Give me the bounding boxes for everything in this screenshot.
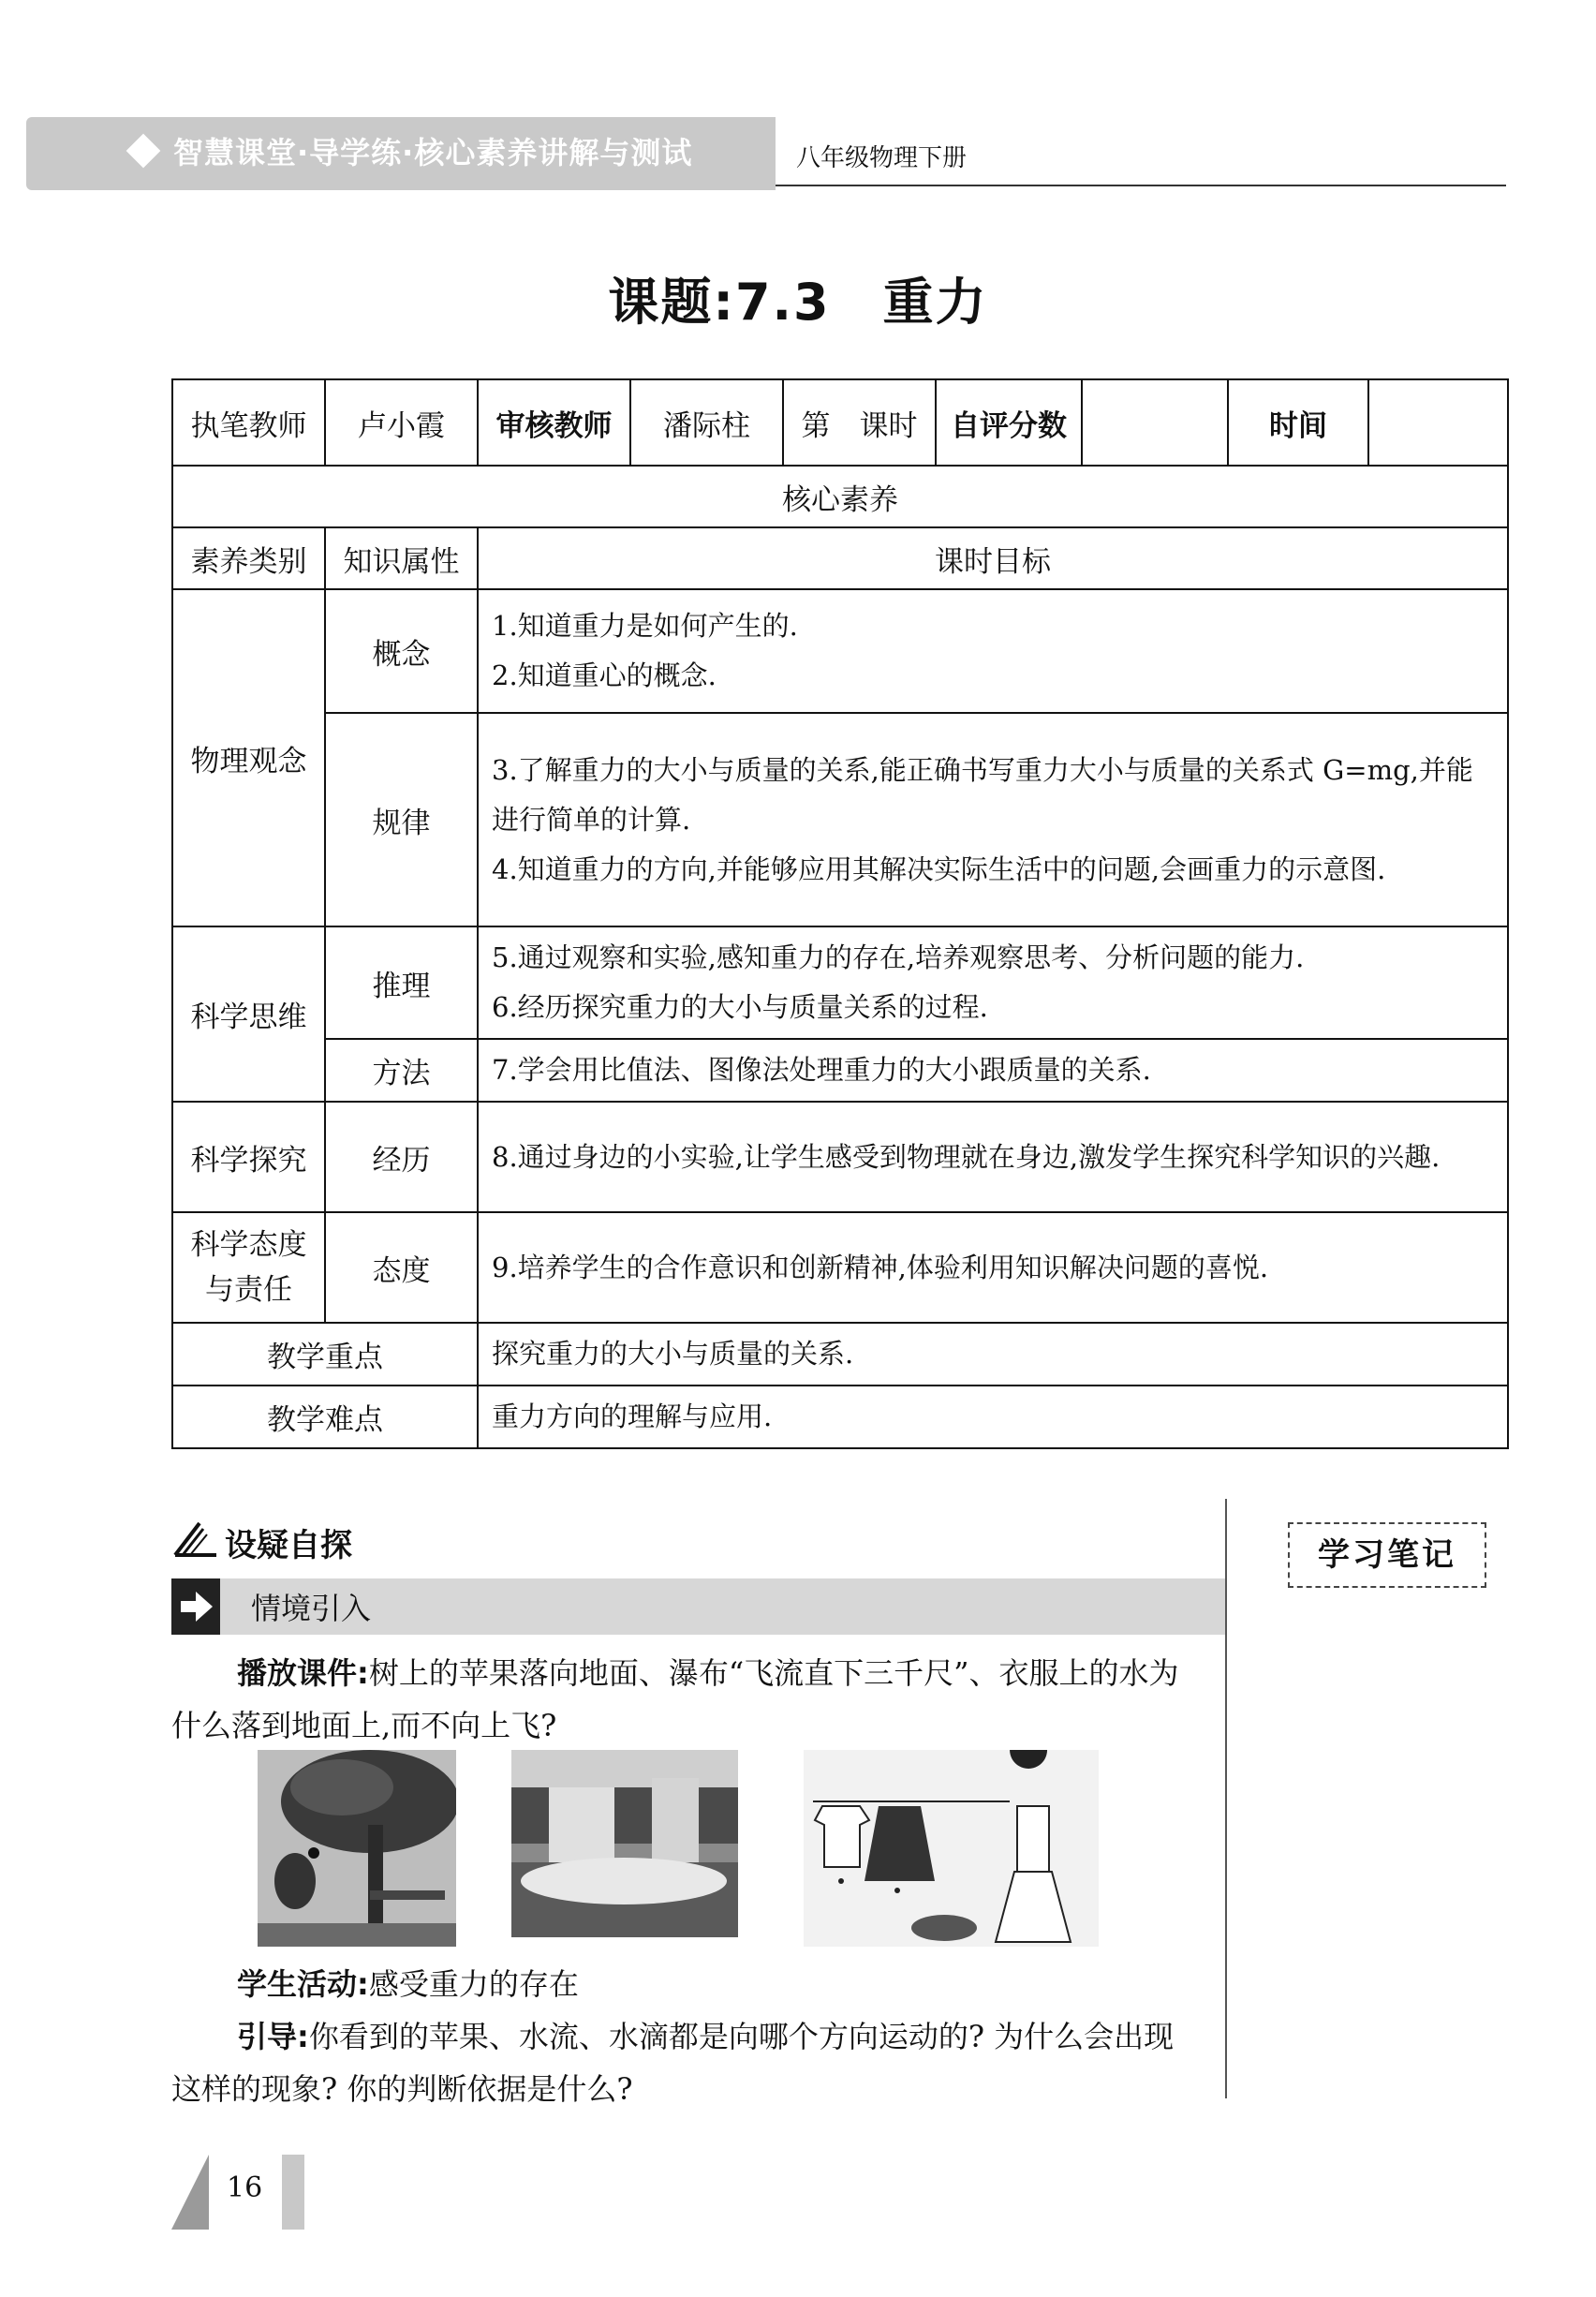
subsection-title: 情境引入 <box>251 1591 372 1626</box>
guide-label: 引导: <box>237 2019 309 2054</box>
notes-divider <box>1225 1499 1227 2098</box>
goal-4: 4.知道重力的方向,并能够应用其解决实际生活中的问题,会画重力的示意图. <box>492 852 1386 885</box>
reviewer-value: 潘际柱 <box>630 379 783 466</box>
header-divider <box>776 185 1506 186</box>
pencil-triangle-icon <box>171 1518 220 1561</box>
paragraph-guide <box>171 2010 1202 2115</box>
time-label: 时间 <box>1228 379 1368 466</box>
goal-9: 9.培养学生的合作意识和创新精神,体验利用知识解决问题的喜悦. <box>478 1212 1508 1323</box>
guide-text: 你看到的苹果、水流、水滴都是向哪个方向运动的? 为什么会出现这样的现象? 你的判断依据是什么? <box>171 2019 1175 2107</box>
attribute-law: 规律 <box>325 713 478 926</box>
key-point-label: 教学重点 <box>172 1323 478 1386</box>
difficulty-text: 重力方向的理解与应用. <box>478 1386 1508 1448</box>
key-point-text: 探究重力的大小与质量的关系. <box>478 1323 1508 1386</box>
column-goal: 课时目标 <box>478 527 1508 589</box>
goal-2: 2.知道重心的概念. <box>492 659 717 691</box>
period-label: 第 课时 <box>783 379 936 466</box>
attribute-reasoning: 推理 <box>325 926 478 1039</box>
column-attribute: 知识属性 <box>325 527 478 589</box>
core-literacy-heading: 核心素养 <box>172 466 1508 527</box>
category-physics: 物理观念 <box>172 589 325 926</box>
waterfall-photo <box>511 1750 738 1937</box>
author-value: 卢小霞 <box>325 379 478 466</box>
reviewer-label: 审核教师 <box>478 379 630 466</box>
lesson-title: 课题:7.3 重力 <box>608 273 988 332</box>
goal-7: 7.学会用比值法、图像法处理重力的大小跟质量的关系. <box>478 1039 1508 1102</box>
arrow-right-icon <box>171 1578 220 1635</box>
goal-1: 1.知道重力是如何产生的. <box>492 610 798 642</box>
category-attitude: 科学态度与责任 <box>172 1212 325 1323</box>
goal-cell-concept <box>478 589 1508 713</box>
apple-tree-photo <box>258 1750 456 1947</box>
self-score-label: 自评分数 <box>936 379 1082 466</box>
paragraph-student-activity <box>171 1958 1202 2010</box>
goal-8: 8.通过身边的小实验,让学生感受到物理就在身边,激发学生探究科学知识的兴趣. <box>478 1102 1508 1212</box>
paragraph-courseware <box>171 1647 1202 1752</box>
goal-6: 6.经历探究重力的大小与质量关系的过程. <box>492 991 988 1023</box>
series-title: 智慧课堂·导学练·核心素养讲解与测试 <box>173 135 693 170</box>
study-notes-label: 学习笔记 <box>1288 1522 1486 1588</box>
goal-cell-reasoning <box>478 926 1508 1039</box>
category-thinking: 科学思维 <box>172 926 325 1102</box>
student-activity-text: 感受重力的存在 <box>368 1966 579 2002</box>
student-activity-label: 学生活动: <box>237 1966 369 2002</box>
time-value <box>1368 379 1508 466</box>
column-category: 素养类别 <box>172 527 325 589</box>
attribute-experience: 经历 <box>325 1102 478 1212</box>
courseware-text: 树上的苹果落向地面、瀑布“飞流直下三千尺”、衣服上的水为什么落到地面上,而不向上飞? <box>171 1655 1179 1743</box>
laundry-photo <box>804 1750 1099 1947</box>
lesson-goals-table <box>171 378 1509 1449</box>
self-score-value <box>1082 379 1228 466</box>
grade-label: 八年级物理下册 <box>796 144 968 172</box>
courseware-label: 播放课件: <box>237 1655 369 1691</box>
difficulty-label: 教学难点 <box>172 1386 478 1448</box>
page-number: 16 <box>227 2171 263 2204</box>
section-title: 设疑自探 <box>225 1527 352 1564</box>
author-label: 执笔教师 <box>172 379 325 466</box>
goal-cell-law <box>478 713 1508 926</box>
category-inquiry: 科学探究 <box>172 1102 325 1212</box>
goal-3: 3.了解重力的大小与质量的关系,能正确书写重力大小与质量的关系式 G=mg,并能进行简单的计算. <box>492 753 1473 836</box>
attribute-concept: 概念 <box>325 589 478 713</box>
attribute-method: 方法 <box>325 1039 478 1102</box>
goal-5: 5.通过观察和实验,感知重力的存在,培养观察思考、分析问题的能力. <box>492 941 1305 973</box>
attribute-attitude: 态度 <box>325 1212 478 1323</box>
